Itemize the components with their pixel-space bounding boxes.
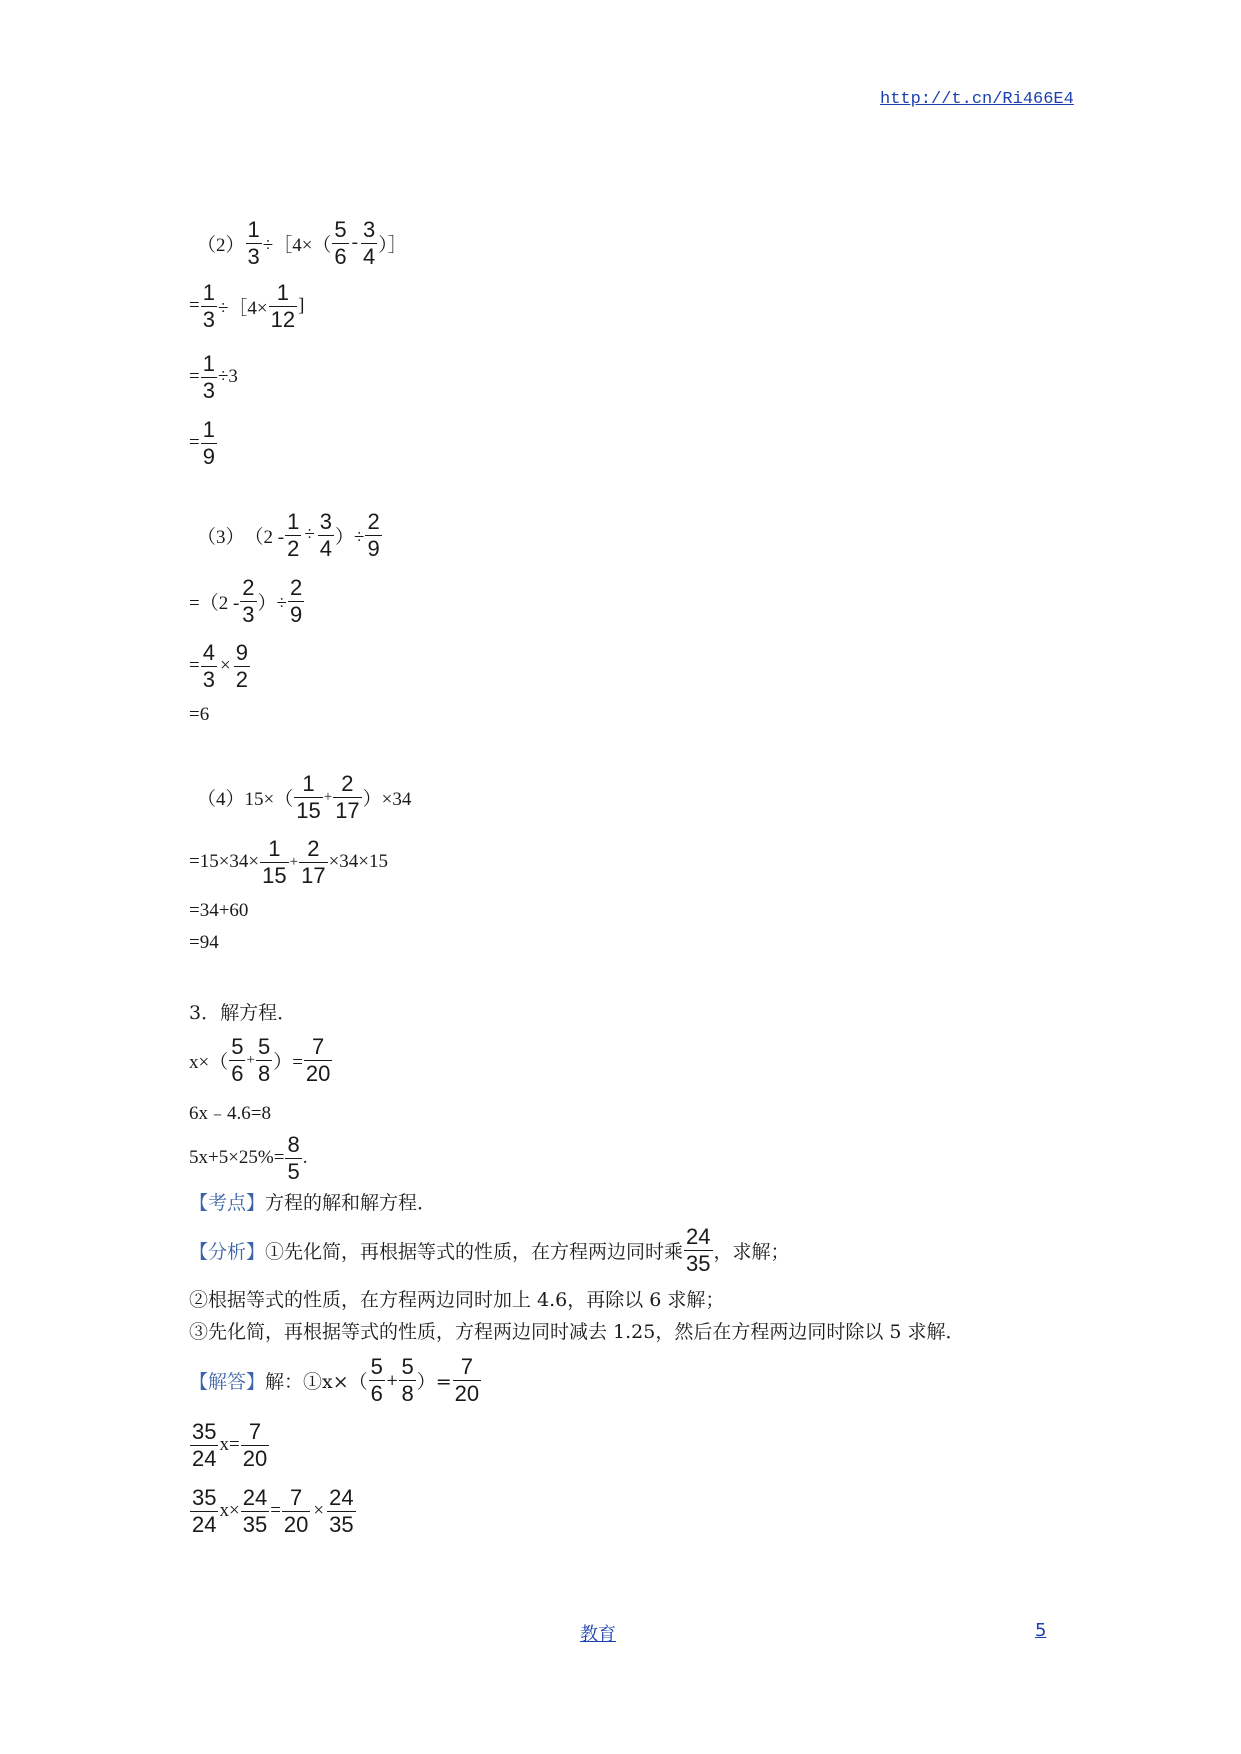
- fraction: $\frac{7}{20}$: [242, 1419, 268, 1471]
- fenxi-line-2: ②根据等式的性质，在方程两边同时加上 4.6，再除以 6 求解；: [189, 1289, 725, 1311]
- problem-4-step-3: =94: [189, 932, 219, 953]
- fenxi-text: ①先化简，再根据等式的性质，在方程两边同时乘: [265, 1240, 684, 1263]
- equation-2: 6x﹣4.6=8: [189, 1103, 271, 1124]
- jieda-step-2: [189, 1481, 357, 1541]
- jieda-intro: [189, 1350, 482, 1410]
- page-number[interactable]: 5: [1035, 1620, 1047, 1641]
- expression-text: ÷［4×（: [262, 234, 332, 256]
- expression-text: ）=: [416, 1370, 452, 1393]
- expression-text: =（2 -: [189, 592, 240, 614]
- fraction: $\frac{1}{2}$: [287, 509, 300, 561]
- problem-label: （2）: [197, 234, 245, 256]
- expression-text: ）÷: [335, 526, 365, 548]
- expression-text: ÷［4×: [217, 297, 268, 319]
- fraction: $\frac{7}{20}$: [305, 1034, 331, 1086]
- kaodian-tag: 【考点】: [189, 1192, 266, 1214]
- problem-2-step-2: [189, 347, 238, 407]
- fraction: $\frac{1}{15}$: [262, 836, 287, 888]
- equals-sign: =: [270, 1500, 281, 1521]
- jieda-tag: 【解答】: [189, 1370, 266, 1393]
- expression-text: x=: [219, 1434, 240, 1455]
- problem-2-step-3: [189, 413, 218, 473]
- fraction: $\frac{1}{12}$: [270, 280, 296, 332]
- problem-4-question: [197, 767, 411, 827]
- expression-text: =15×34×: [189, 851, 260, 872]
- expression-text: ）÷: [257, 592, 287, 614]
- fenxi-text: ，求解；: [713, 1240, 790, 1263]
- expression-text: 5x+5×25%=: [189, 1147, 285, 1168]
- footer-center-link[interactable]: 教育: [580, 1624, 616, 1645]
- fraction: $\frac{35}{24}$: [192, 1419, 217, 1471]
- fraction: $\frac{1}{3}$: [247, 217, 260, 269]
- equals-sign: =: [189, 655, 200, 676]
- fraction: $\frac{2}{3}$: [242, 575, 255, 627]
- equals-sign: =: [189, 432, 200, 453]
- fraction: $\frac{2}{9}$: [367, 509, 380, 561]
- expression-text: ）×34: [362, 788, 412, 810]
- operator: +: [289, 853, 299, 870]
- header-url-link[interactable]: http://t.cn/Ri466E4: [880, 90, 1074, 109]
- expression-text: （2 -: [244, 526, 285, 548]
- problem-label: （3）: [197, 526, 245, 548]
- fraction: $\frac{24}{35}$: [686, 1224, 711, 1276]
- fraction: $\frac{1}{9}$: [202, 417, 215, 469]
- fraction: $\frac{24}{35}$: [329, 1485, 354, 1537]
- fraction: $\frac{2}{17}$: [335, 771, 360, 823]
- equals-sign: =: [189, 366, 200, 387]
- problem-2-step-1: [189, 276, 304, 336]
- fraction: $\frac{5}{6}$: [231, 1034, 244, 1086]
- operator: +: [385, 1371, 399, 1389]
- fenxi-tag: 【分析】: [189, 1240, 266, 1263]
- fraction: $\frac{3}{4}$: [363, 217, 376, 269]
- equals-sign: =: [189, 295, 200, 316]
- equation-1: [189, 1030, 333, 1090]
- fraction: $\frac{1}{15}$: [296, 771, 321, 823]
- fraction: $\frac{7}{20}$: [283, 1485, 309, 1537]
- fraction: $\frac{5}{8}$: [401, 1354, 414, 1406]
- fraction: $\frac{3}{4}$: [319, 509, 333, 561]
- problem-2-question: [197, 213, 407, 273]
- expression-text: 15×（: [244, 788, 294, 810]
- fraction: $\frac{8}{5}$: [287, 1132, 300, 1184]
- expression-text: ×34×15: [328, 851, 389, 872]
- problem-3-step-1: [189, 571, 305, 631]
- expression-text: ）］: [378, 234, 407, 256]
- fraction: $\frac{2}{17}$: [301, 836, 326, 888]
- section-3-title: 3．解方程．: [189, 1002, 297, 1024]
- expression-text: ÷3: [217, 366, 238, 387]
- fenxi-line-3: ③先化简，再根据等式的性质，方程两边同时减去 1.25，然后在方程两边同时除以 5 求解．: [189, 1321, 965, 1343]
- fraction: $\frac{5}{6}$: [334, 217, 347, 269]
- fraction: $\frac{24}{35}$: [242, 1485, 268, 1537]
- operator: -: [351, 232, 358, 253]
- fraction: $\frac{1}{3}$: [202, 351, 215, 403]
- expression-text: .: [302, 1147, 308, 1168]
- fraction: $\frac{7}{20}$: [454, 1354, 480, 1406]
- fraction: $\frac{2}{9}$: [289, 575, 303, 627]
- expression-text: x×: [219, 1500, 240, 1521]
- problem-3-question: [197, 505, 383, 565]
- fraction: $\frac{9}{2}$: [235, 640, 248, 692]
- problem-3-step-3: =6: [189, 704, 210, 725]
- expression-text: ]: [298, 295, 305, 316]
- operator: ×: [313, 1500, 325, 1521]
- jieda-step-1: [189, 1415, 270, 1475]
- problem-label: （4）: [197, 788, 245, 810]
- fraction: $\frac{5}{8}$: [257, 1034, 271, 1086]
- kaodian-line: [189, 1188, 436, 1215]
- kaodian-text: 方程的解和解方程．: [265, 1192, 437, 1214]
- problem-3-step-2: [189, 636, 251, 696]
- problem-4-step-2: =34+60: [189, 900, 249, 921]
- equation-3: [189, 1128, 307, 1188]
- fraction: $\frac{5}{6}$: [370, 1354, 383, 1406]
- fenxi-line-1: [189, 1220, 790, 1280]
- expression-text: 解：①x×（: [265, 1370, 368, 1393]
- operator: ÷: [304, 524, 315, 545]
- fraction: $\frac{35}{24}$: [192, 1485, 217, 1537]
- problem-4-step-1: [189, 832, 388, 892]
- expression-text: x×（: [189, 1051, 229, 1073]
- operator: +: [246, 1051, 255, 1068]
- operator: ×: [219, 655, 231, 676]
- expression-text: ）=: [273, 1051, 303, 1073]
- operator: +: [323, 788, 333, 805]
- fraction: $\frac{4}{3}$: [202, 640, 215, 692]
- fraction: $\frac{1}{3}$: [202, 280, 215, 332]
